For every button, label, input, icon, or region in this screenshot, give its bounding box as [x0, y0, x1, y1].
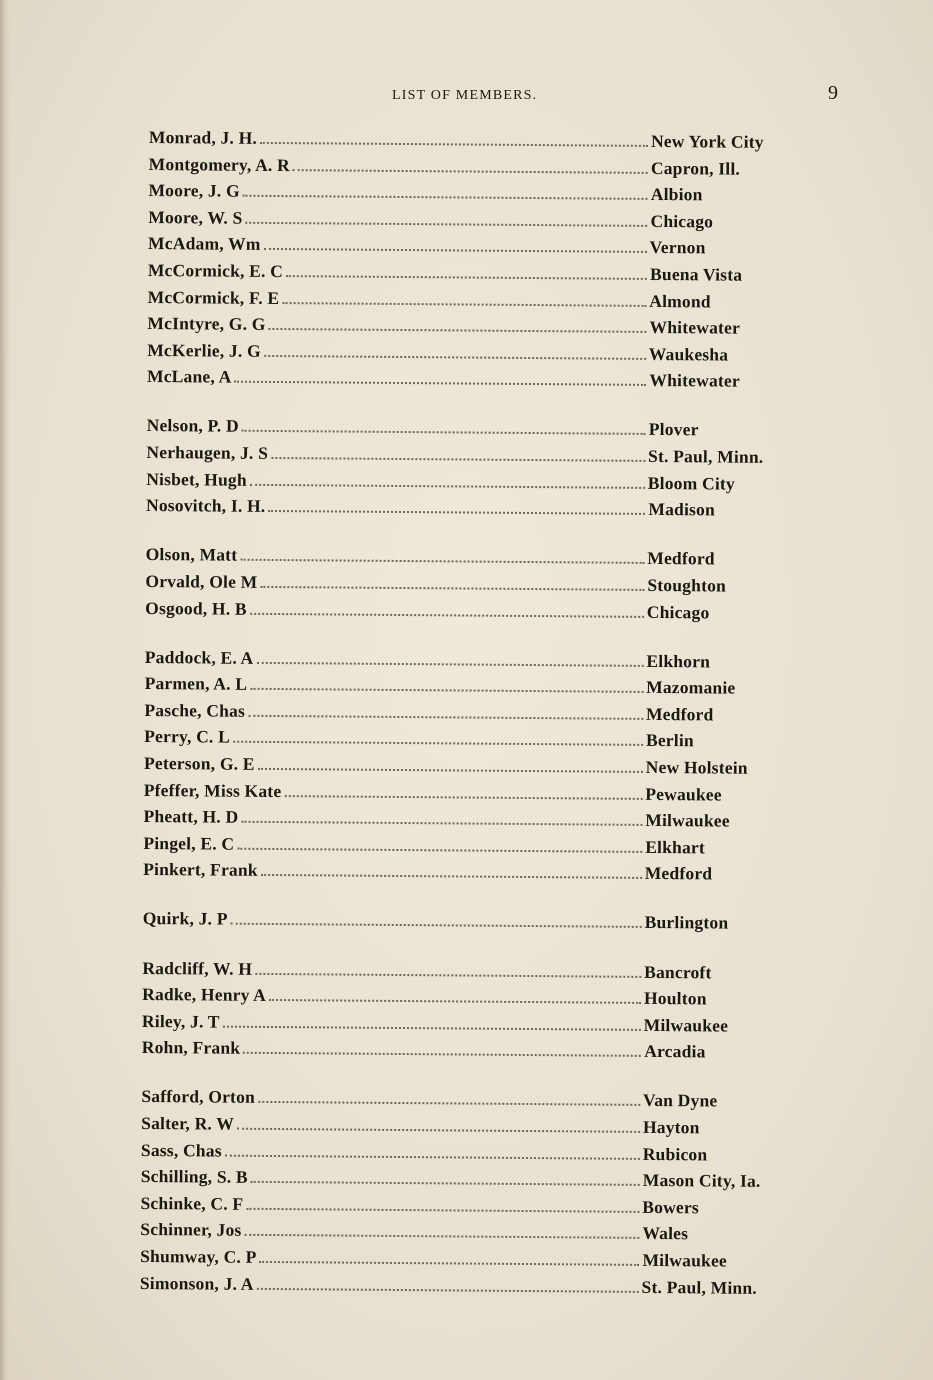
dot-leader: [268, 504, 645, 515]
member-place: Mason City, Ia.: [642, 1170, 761, 1192]
member-entry: [140, 1273, 820, 1305]
member-name: Schinner, Jos: [140, 1219, 242, 1241]
member-name: Nerhaugen, J. S: [146, 442, 269, 463]
member-entry: [145, 597, 825, 629]
member-place: Bancroft: [644, 961, 712, 982]
member-place: Berlin: [645, 730, 694, 751]
dot-leader: [237, 1122, 640, 1133]
dot-leader: [233, 735, 643, 746]
member-name: Pheatt, H. D: [143, 806, 239, 827]
dot-leader: [260, 580, 644, 591]
member-name: McCormick, F. E: [147, 286, 280, 308]
member-entry: [142, 1037, 822, 1069]
member-name: Parmen, A. L: [144, 673, 248, 694]
member-name: Paddock, E. A: [144, 646, 254, 668]
member-place: Chicago: [650, 210, 714, 232]
member-place: Arcadia: [644, 1041, 706, 1062]
member-place: Vernon: [649, 237, 706, 258]
member-name: Rohn, Frank: [141, 1037, 241, 1059]
dot-leader: [245, 216, 647, 227]
member-entry: [143, 859, 823, 891]
member-name: Orvald, Ole M: [145, 570, 258, 592]
member-place: Burlington: [644, 912, 729, 934]
member-name: McIntyre, G. G: [147, 313, 266, 335]
member-list: [140, 127, 829, 1327]
dot-leader: [255, 966, 641, 977]
dot-leader: [271, 451, 645, 462]
member-place: Mazomanie: [646, 677, 736, 698]
member-name: Riley, J. T: [141, 1010, 220, 1032]
member-place: Elkhart: [645, 836, 706, 858]
member-place: Wales: [642, 1223, 689, 1244]
member-name: Sass, Chas: [140, 1139, 222, 1161]
dot-leader: [250, 682, 643, 693]
member-group: [143, 908, 823, 940]
member-name: Salter, R. W: [141, 1112, 235, 1134]
member-place: Stoughton: [647, 574, 727, 596]
member-name: McAdam, Wm: [148, 233, 261, 255]
member-place: New Holstein: [645, 756, 748, 778]
member-entry: [147, 366, 827, 398]
member-name: Osgood, H. B: [145, 597, 247, 619]
member-place: Hayton: [642, 1116, 700, 1138]
dot-leader: [269, 993, 641, 1004]
member-place: Capron, Ill.: [650, 157, 741, 179]
member-place: Pewaukee: [645, 783, 722, 805]
dot-leader: [242, 424, 646, 435]
dot-leader: [264, 349, 646, 360]
member-name: Nelson, P. D: [146, 415, 239, 437]
dot-leader: [293, 163, 648, 174]
member-place: St. Paul, Minn.: [641, 1276, 757, 1298]
member-name: Safford, Orton: [141, 1086, 256, 1108]
member-name: McLane, A: [146, 366, 232, 387]
member-name: Moore, W. S: [148, 206, 243, 228]
page-header: [0, 82, 933, 112]
dot-leader: [264, 242, 647, 253]
member-place: St. Paul, Minn.: [647, 445, 764, 467]
dot-leader: [223, 1019, 641, 1030]
dot-leader: [240, 553, 644, 564]
member-place: Milwaukee: [643, 1014, 729, 1036]
dot-leader: [243, 1046, 641, 1057]
dot-leader: [286, 269, 647, 280]
member-place: Bloom City: [647, 472, 736, 494]
dot-leader: [244, 1228, 639, 1239]
dot-leader: [241, 815, 642, 826]
member-place: Whitewater: [649, 370, 740, 391]
member-name: Pfeffer, Miss Kate: [143, 779, 282, 801]
member-name: Pingel, E. C: [143, 832, 235, 854]
member-place: Medford: [644, 863, 713, 884]
dot-leader: [237, 841, 642, 852]
member-name: McKerlie, J. G: [147, 339, 261, 361]
dot-leader: [260, 136, 648, 147]
member-group: [143, 647, 825, 892]
dot-leader: [234, 375, 646, 386]
member-group: [145, 544, 826, 629]
dot-leader: [225, 1148, 640, 1159]
member-name: Nosovitch, I. H.: [145, 495, 266, 517]
dot-leader: [251, 1175, 640, 1186]
member-place: Milwaukee: [642, 1249, 728, 1271]
member-place: Chicago: [646, 601, 710, 622]
member-entry: [146, 495, 826, 527]
dot-leader: [248, 709, 643, 720]
running-title: LIST OF MEMBERS.: [392, 88, 538, 103]
member-place: New York City: [650, 130, 764, 152]
member-group: [147, 127, 829, 398]
dot-leader: [259, 1255, 639, 1266]
member-name: Radcliff, W. H: [142, 957, 253, 979]
dot-leader: [258, 762, 643, 773]
member-place: Plover: [648, 419, 699, 440]
member-place: Whitewater: [649, 317, 741, 338]
member-name: Shumway, C. P: [140, 1245, 257, 1267]
dot-leader: [246, 1202, 639, 1213]
member-name: Quirk, J. P: [142, 908, 228, 930]
dot-leader: [243, 189, 648, 200]
member-place: Buena Vista: [649, 263, 743, 285]
member-name: Pinkert, Frank: [143, 859, 258, 881]
dot-leader: [261, 868, 642, 879]
member-place: Madison: [648, 499, 716, 520]
member-place: Medford: [645, 703, 714, 725]
member-name: Schilling, S. B: [140, 1166, 248, 1187]
member-name: Radke, Henry A: [142, 984, 267, 1006]
member-group: [146, 415, 827, 527]
member-entry: [143, 908, 823, 940]
member-place: Elkhorn: [646, 650, 711, 672]
dot-leader: [256, 655, 643, 666]
member-name: Monrad, J. H.: [148, 127, 258, 148]
page-number: 9: [828, 82, 838, 104]
member-group: [142, 958, 823, 1070]
dot-leader: [257, 1281, 639, 1292]
member-name: Montgomery, A. R: [148, 153, 291, 175]
dot-leader: [284, 789, 642, 800]
member-place: Medford: [647, 548, 715, 569]
member-place: Albion: [650, 184, 703, 205]
dot-leader: [231, 917, 642, 928]
member-name: Schinke, C. F: [140, 1192, 244, 1214]
dot-leader: [282, 296, 646, 307]
member-group: [140, 1086, 822, 1304]
member-place: Milwaukee: [645, 810, 730, 831]
member-place: Van Dyne: [642, 1090, 718, 1111]
member-place: Waukesha: [648, 343, 729, 365]
member-name: McCormick, E. C: [147, 259, 284, 282]
member-place: Bowers: [642, 1196, 699, 1218]
dot-leader: [269, 322, 647, 333]
dot-leader: [250, 477, 645, 488]
member-place: Almond: [649, 290, 711, 311]
member-name: Pasche, Chas: [144, 699, 246, 721]
member-name: Moore, J. G: [148, 180, 240, 201]
member-name: Simonson, J. A: [139, 1272, 254, 1294]
member-name: Peterson, G. E: [143, 752, 255, 774]
member-place: Houlton: [643, 988, 707, 1009]
member-name: Olson, Matt: [145, 544, 238, 566]
dot-leader: [258, 1095, 640, 1106]
member-name: Nisbet, Hugh: [146, 468, 247, 490]
dot-leader: [250, 606, 644, 617]
member-place: Rubicon: [642, 1143, 708, 1165]
member-name: Perry, C. L: [144, 726, 231, 748]
page-edge-shadow: [0, 0, 10, 1380]
